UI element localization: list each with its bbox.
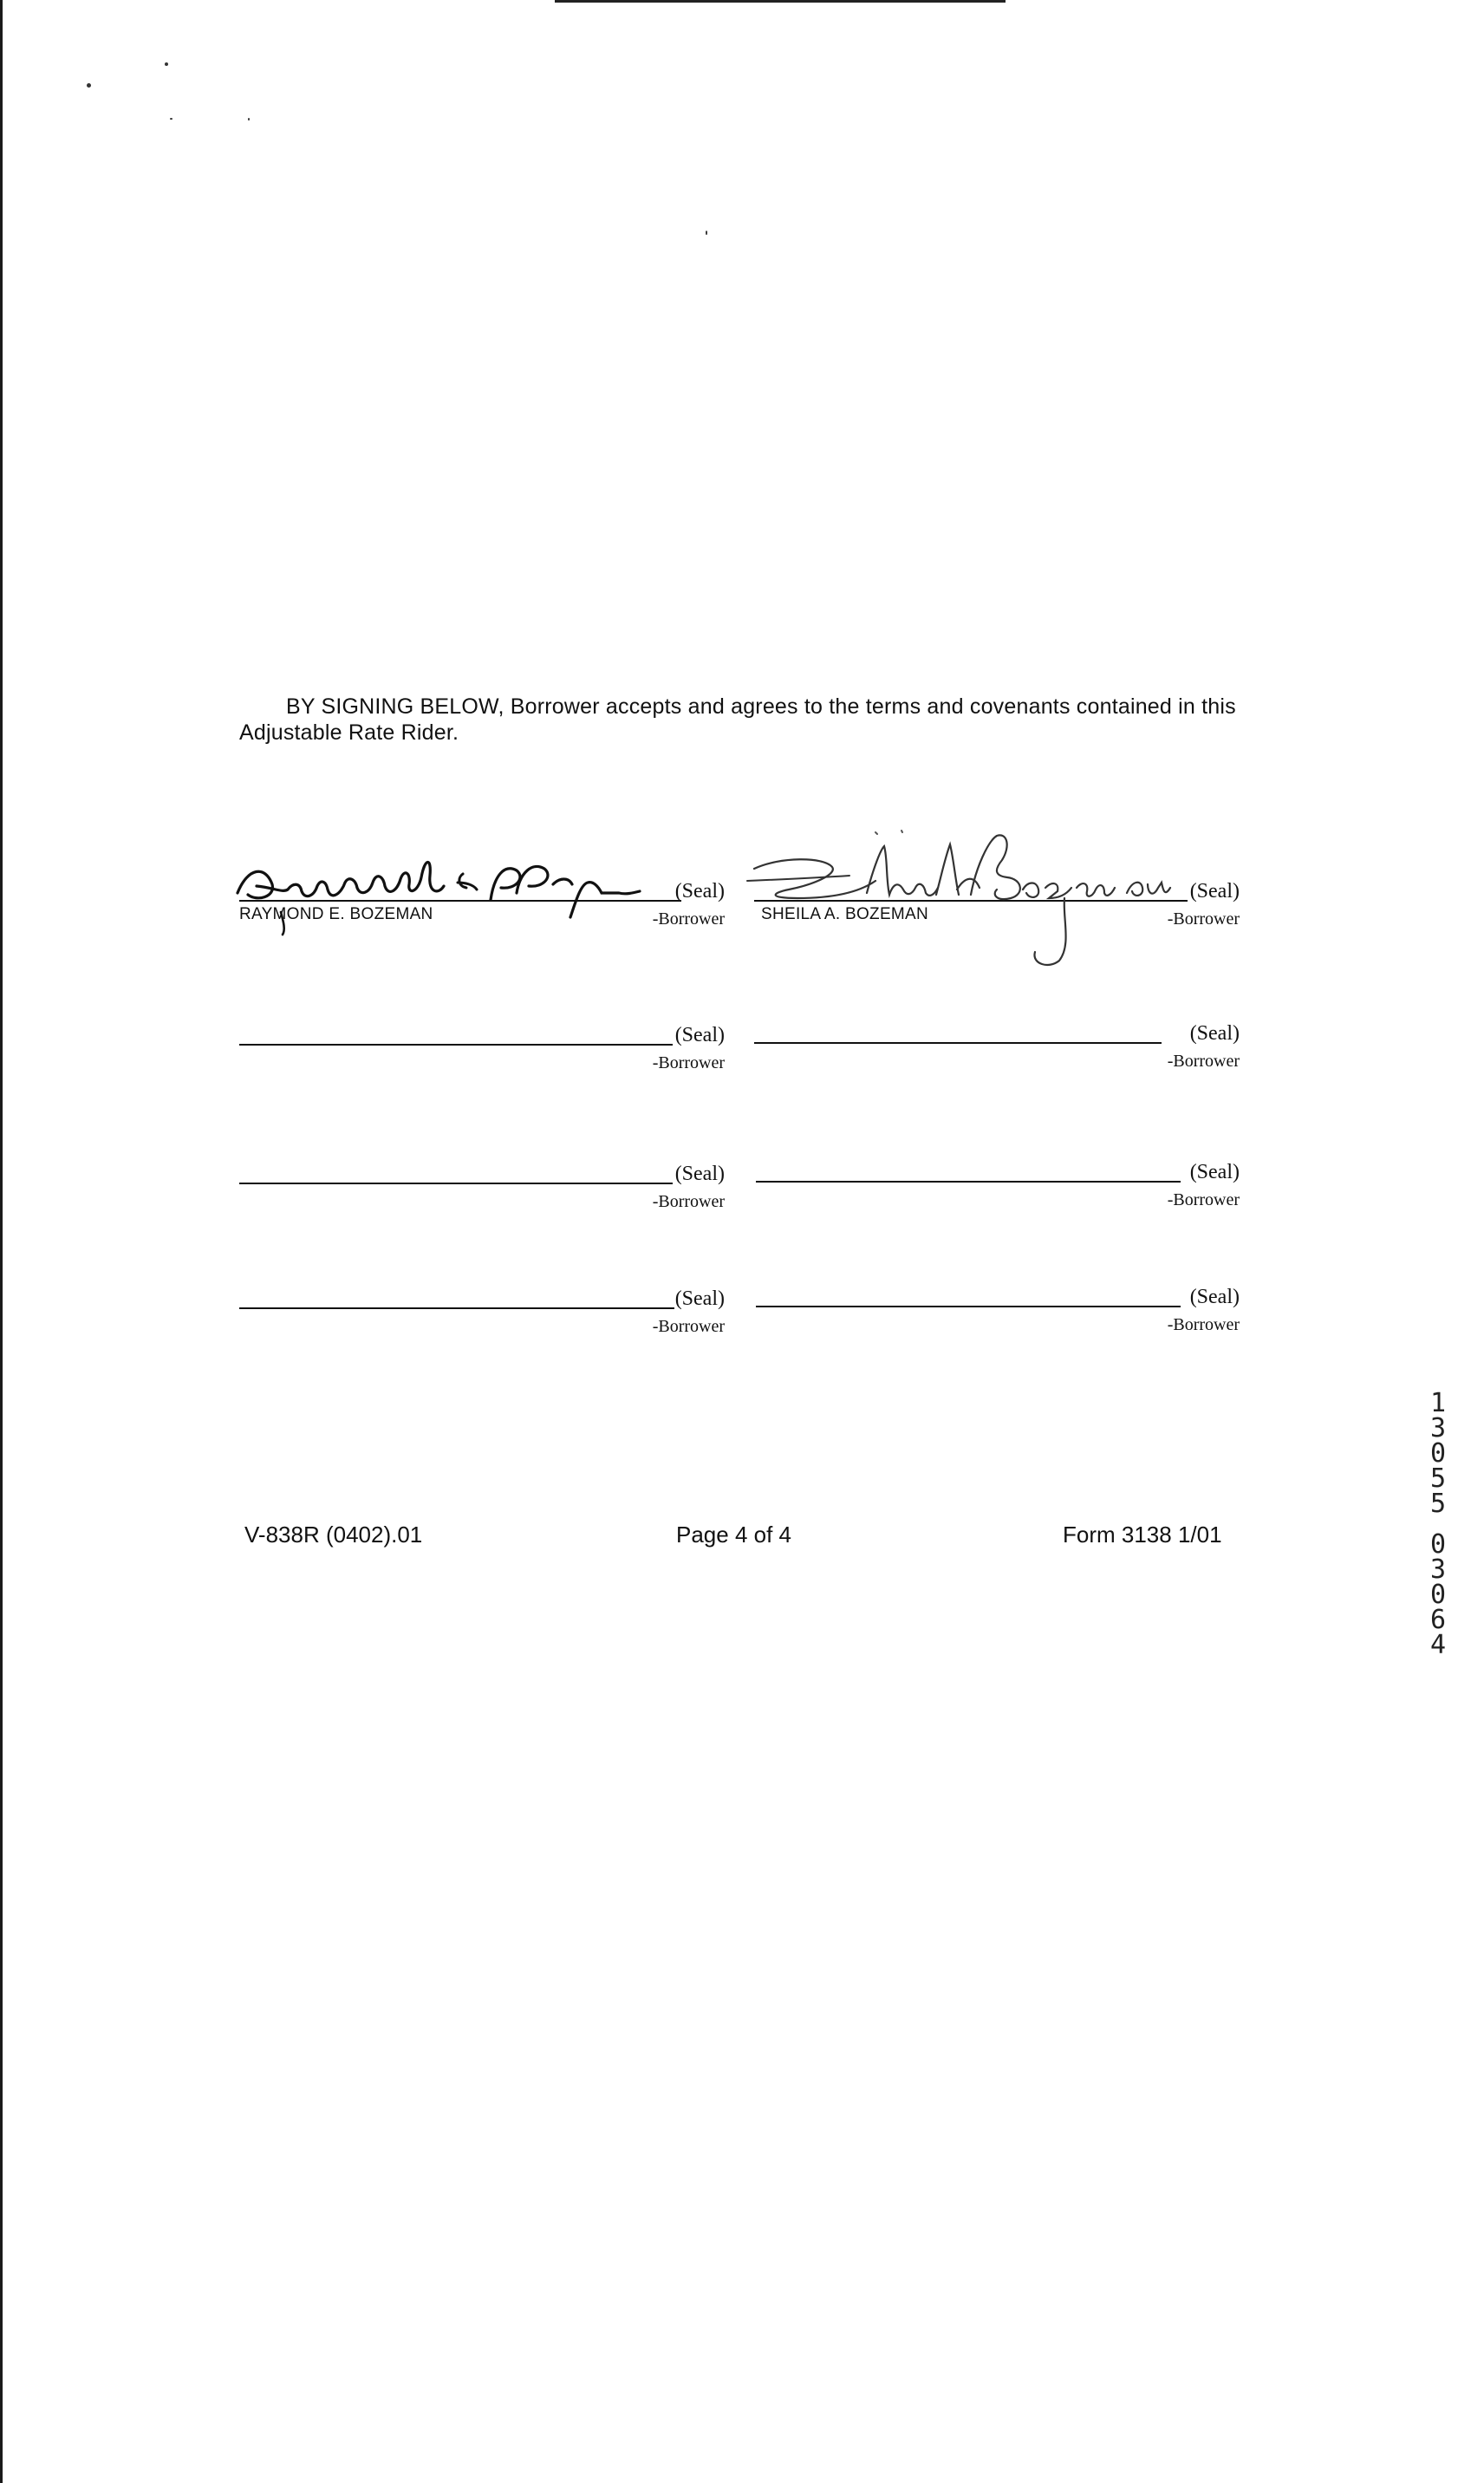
signature-block-1 — [239, 867, 725, 936]
signature-line — [239, 1044, 673, 1046]
seal-label: (Seal) — [674, 1287, 725, 1310]
handwritten-signature-sheila — [737, 815, 1205, 997]
signature-block-7 — [239, 1274, 725, 1344]
signature-block-3 — [239, 1011, 725, 1080]
signature-line — [756, 1306, 1181, 1307]
recording-stamp — [1425, 1388, 1451, 1660]
form-number: Form 3138 1/01 — [1063, 1522, 1222, 1548]
signature-block-6 — [756, 1148, 1240, 1217]
printed-name: RAYMOND E. BOZEMAN — [239, 905, 433, 923]
seal-label: (Seal) — [674, 880, 725, 903]
signature-block-8 — [756, 1273, 1240, 1342]
scan-speck — [87, 83, 91, 88]
signature-line — [754, 1042, 1162, 1044]
signature-line — [239, 1307, 674, 1309]
scan-top-rule — [555, 0, 1006, 3]
handwritten-signature-raymond — [231, 832, 699, 936]
intro-lead: BY SIGNING BELOW, — [286, 694, 504, 719]
seal-label: (Seal) — [1189, 880, 1240, 903]
signature-line — [756, 1181, 1181, 1183]
signature-line — [239, 1183, 673, 1184]
seal-label: (Seal) — [1189, 1161, 1240, 1183]
seal-label: (Seal) — [674, 1024, 725, 1046]
borrower-label: -Borrower — [1167, 1190, 1240, 1209]
scan-edge — [0, 0, 3, 2483]
seal-label: (Seal) — [1189, 1022, 1240, 1045]
seal-label: (Seal) — [674, 1163, 725, 1185]
page-number: Page 4 of 4 — [676, 1522, 791, 1548]
stamp-digit: 0 — [1429, 1529, 1447, 1560]
stamp-digit: 3 — [1429, 1413, 1447, 1444]
stamp-digit: 0 — [1429, 1580, 1447, 1610]
stamp-digit: 1 — [1429, 1388, 1447, 1418]
borrower-label: -Borrower — [1167, 1052, 1240, 1071]
signature-block-5 — [239, 1150, 725, 1219]
borrower-label: -Borrower — [652, 1317, 725, 1336]
borrower-label: -Borrower — [652, 1192, 725, 1211]
borrower-label: -Borrower — [652, 1053, 725, 1072]
seal-label: (Seal) — [1189, 1286, 1240, 1308]
stamp-digit: 3 — [1429, 1554, 1447, 1585]
stamp-digit: 5 — [1429, 1463, 1447, 1494]
stamp-digit: 0 — [1429, 1438, 1447, 1469]
stamp-digit: 4 — [1429, 1630, 1447, 1660]
printed-name: SHEILA A. BOZEMAN — [761, 905, 929, 923]
scan-speck — [170, 118, 172, 120]
signature-block-2 — [754, 867, 1240, 936]
scan-speck — [248, 118, 250, 121]
form-code: V-838R (0402).01 — [244, 1522, 423, 1548]
borrower-label: -Borrower — [652, 909, 725, 929]
stamp-digit: 5 — [1429, 1489, 1447, 1519]
borrower-label: -Borrower — [1167, 1315, 1240, 1334]
signature-block-4 — [754, 1009, 1240, 1079]
rider-acceptance-text — [239, 694, 1245, 746]
scan-speck — [706, 231, 707, 235]
borrower-label: -Borrower — [1167, 909, 1240, 929]
stamp-digit: 6 — [1429, 1605, 1447, 1635]
intro-body: Borrower accepts and agrees to the terms and covenants contained in this Adjustable Rate Rider. — [239, 694, 1236, 745]
scan-speck — [165, 62, 168, 66]
